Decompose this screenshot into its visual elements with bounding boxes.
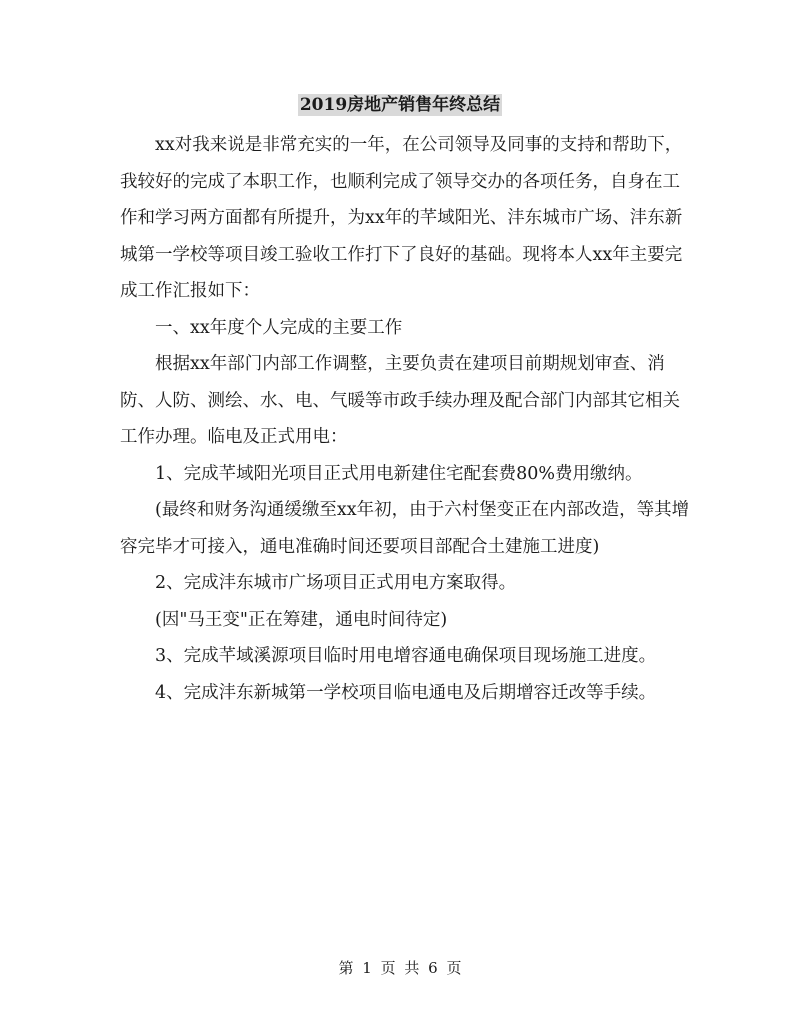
paragraph-intro: xx对我来说是非常充实的一年，在公司领导及同事的支持和帮助下，我较好的完成了本职工作，也顺利完成了领导交办的各项任务，自身在工作和学习两方面都有所提升，为xx年的芊域阳光、沣东城市广场、沣东新城第一学校等项目竣工验收工作打下了良好的基础。现将本人xx年主要完成工作汇报如下： [120,135,683,301]
document-body [120,127,690,711]
note-1: (最终和财务沟通缓缴至xx年初，由于六村堡变正在内部改造，等其增容完毕才可接入，通电准确时间还要项目部配合土建施工进度) [120,500,690,557]
document-title [0,93,800,117]
list-item-4: 4、完成沣东新城第一学校项目临电通电及后期增容迁改等手续。 [155,682,657,703]
document-title-text: 2019房地产销售年终总结 [299,95,501,115]
note-2: (因"马王变"正在筹建，通电时间待定) [155,609,448,630]
list-item-3: 3、完成芊域溪源项目临时用电增容通电确保项目现场施工进度。 [155,646,657,666]
paragraph-responsibilities: 根据xx年部门内部工作调整，主要负责在建项目前期规划审查、消防、人防、测绘、水、电、气暖等市政手续办理及配合部门内部其它相关工作办理。临电及正式用电： [120,354,680,447]
page-footer: 第 1 页 共 6 页 [338,959,462,977]
list-item-1: 1、完成芊域阳光项目正式用电新建住宅配套费80%费用缴纳。 [155,463,643,484]
section-heading: 一、xx年度个人完成的主要工作 [155,317,403,338]
list-item-2: 2、完成沣东城市广场项目正式用电方案取得。 [155,573,517,593]
